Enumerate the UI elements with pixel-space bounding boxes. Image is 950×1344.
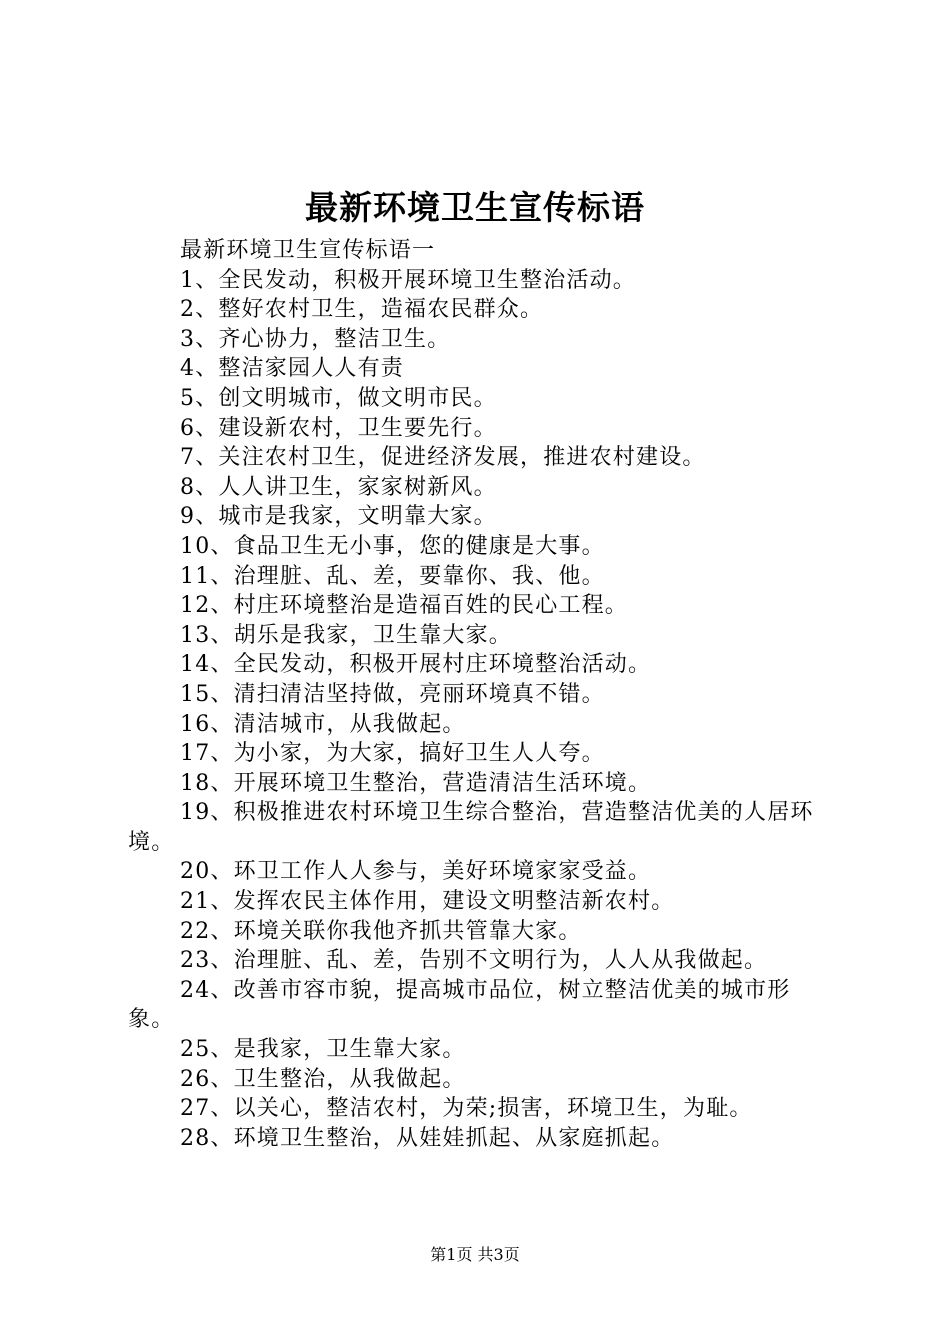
- slogan-item: 20、环卫工作人人参与，美好环境家家受益。: [180, 859, 652, 885]
- slogan-item: 15、清扫清洁坚持做，亮丽环境真不错。: [180, 681, 605, 707]
- slogan-item: 17、为小家，为大家，搞好卫生人人夸。: [180, 741, 605, 767]
- slogan-item: 4、整洁家园人人有责: [180, 356, 404, 382]
- document-title: 最新环境卫生宣传标语: [305, 188, 645, 227]
- slogan-item: 22、环境关联你我他齐抓共管靠大家。: [180, 918, 582, 944]
- page-number-footer: 第1页 共3页: [430, 1245, 520, 1264]
- slogan-item: 26、卫生整治，从我做起。: [180, 1066, 466, 1092]
- slogan-item: 9、城市是我家，文明靠大家。: [180, 504, 497, 530]
- slogan-item: 11、治理脏、乱、差，要靠你、我、他。: [180, 563, 605, 589]
- slogan-item: 28、环境卫生整治，从娃娃抓起、从家庭抓起。: [180, 1125, 675, 1151]
- slogan-item: 10、食品卫生无小事，您的健康是大事。: [180, 533, 605, 559]
- slogan-item: 23、治理脏、乱、差，告别不文明行为，人人从我做起。: [180, 948, 768, 974]
- slogan-item: 8、人人讲卫生，家家树新风。: [180, 474, 497, 500]
- slogan-item: 24、改善市容市貌，提高城市品位，树立整洁优美的城市形象。: [128, 977, 791, 1033]
- slogan-item: 18、开展环境卫生整治，营造清洁生活环境。: [180, 770, 652, 796]
- slogan-item: 16、清洁城市，从我做起。: [180, 711, 466, 737]
- slogan-item: 1、全民发动，积极开展环境卫生整治活动。: [180, 267, 636, 293]
- slogan-item: 3、齐心协力，整洁卫生。: [180, 326, 451, 352]
- slogan-item: 14、全民发动，积极开展村庄环境整治活动。: [180, 652, 652, 678]
- slogan-item: 5、创文明城市，做文明市民。: [180, 385, 497, 411]
- slogan-item: 7、关注农村卫生，促进经济发展，推进农村建设。: [180, 445, 706, 471]
- paragraph-intro: 最新环境卫生宣传标语一: [180, 238, 436, 263]
- slogan-item: 21、发挥农民主体作用，建设文明整洁新农村。: [180, 889, 675, 915]
- slogan-item: 25、是我家，卫生靠大家。: [180, 1037, 466, 1063]
- slogan-item: 6、建设新农村，卫生要先行。: [180, 415, 497, 441]
- slogan-item: 2、整好农村卫生，造福农民群众。: [180, 297, 544, 323]
- document-body: [128, 236, 836, 1153]
- slogan-item: 27、以关心，整洁农村，为荣;损害，环境卫生，为耻。: [180, 1096, 753, 1122]
- slogan-item: 13、胡乐是我家，卫生靠大家。: [180, 622, 512, 648]
- slogan-item: 12、村庄环境整治是造福百姓的民心工程。: [180, 593, 628, 619]
- slogan-item: 19、积极推进农村环境卫生综合整治，营造整洁优美的人居环境。: [128, 800, 814, 855]
